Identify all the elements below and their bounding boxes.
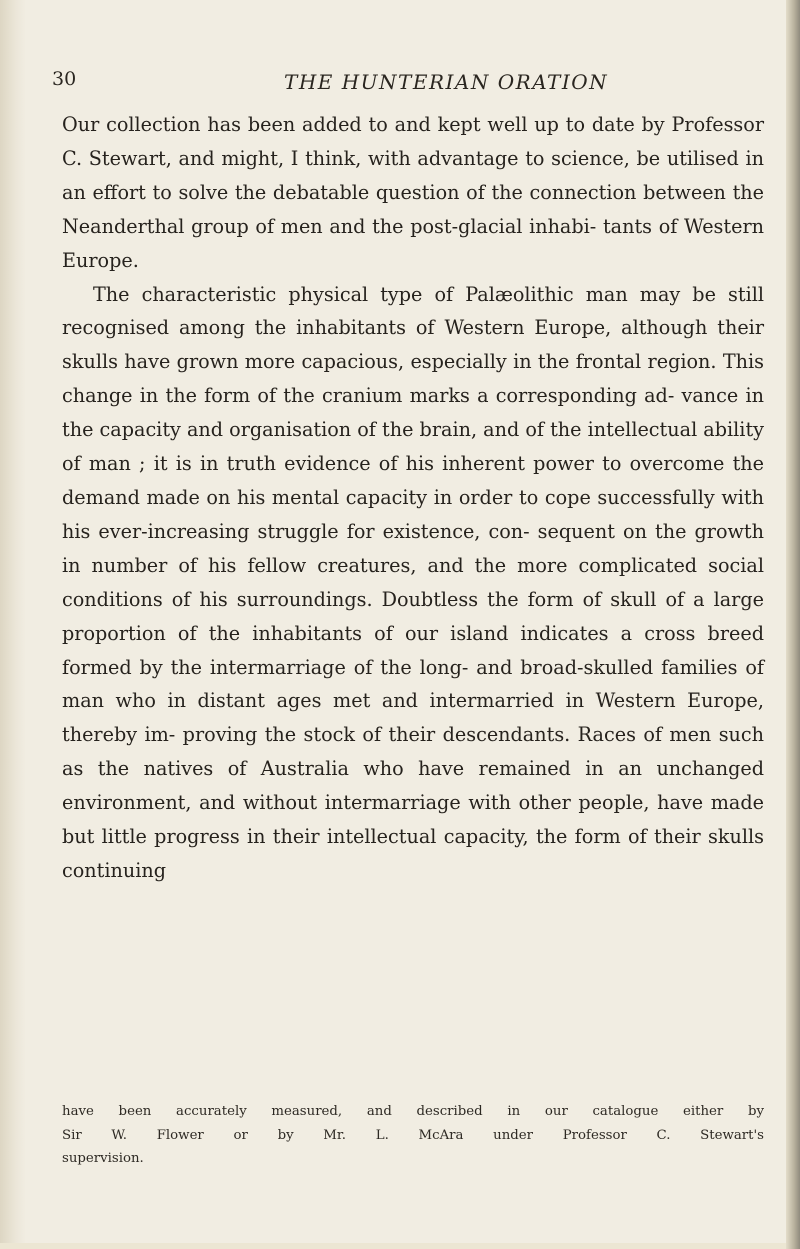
body-text [62,108,764,888]
paragraph-1: Our collection has been added to and kept well up to date by Professor C. Stewart, and might, I think, with advantage to science, be utilised in an effort to solve the debatable question of the connection between the Neanderthal group of men and the post-glacial inhabi- tants of Western Europe. [62,113,764,272]
page-number: 30 [52,68,77,90]
footnote-line-1: have been accurately measured, and described in our catalogue either by [62,1104,764,1119]
footnote-line-2: Sir W. Flower or by Mr. L. McAra under Professor C. Stewart's [62,1127,764,1143]
page-bottom-edge [0,1243,790,1249]
paragraph-2: The characteristic physical type of Palæolithic man may be still recognised among the inhabitants of Western Europe, although their skulls have grown more capacious, especially in the frontal region. This change in the form of the cranium marks a corresponding ad- vance in the capacity and organisation of the brain, and of the intellectual ability of man ; it is in truth evidence of his inherent power to overcome the demand made on his mental capacity in order to cope successfully with his ever-increasing struggle for existence, con- sequent on the growth in number of his fellow creatures, and the more complicated social conditions of his surroundings. Doubtless the form of skull of a large proportion of the inhabitants of our island indicates a cross breed formed by the intermarriage of the long- and broad-skulled families of man who in distant ages met and intermarried in Western Europe, thereby im- proving the stock of their descendants. Races of men such as the natives of Australia who have remained in an unchanged environment, and without intermarriage with other people, have made but little progress in their intellectual capacity, the form of their skulls continuing [62,282,764,882]
binding-shadow [0,0,26,1249]
page-edge [786,0,800,1249]
running-title: THE HUNTERIAN ORATION [284,70,609,94]
running-head [0,66,790,106]
footnote-line-3: supervision. [62,1151,144,1166]
footnote [62,1100,764,1171]
